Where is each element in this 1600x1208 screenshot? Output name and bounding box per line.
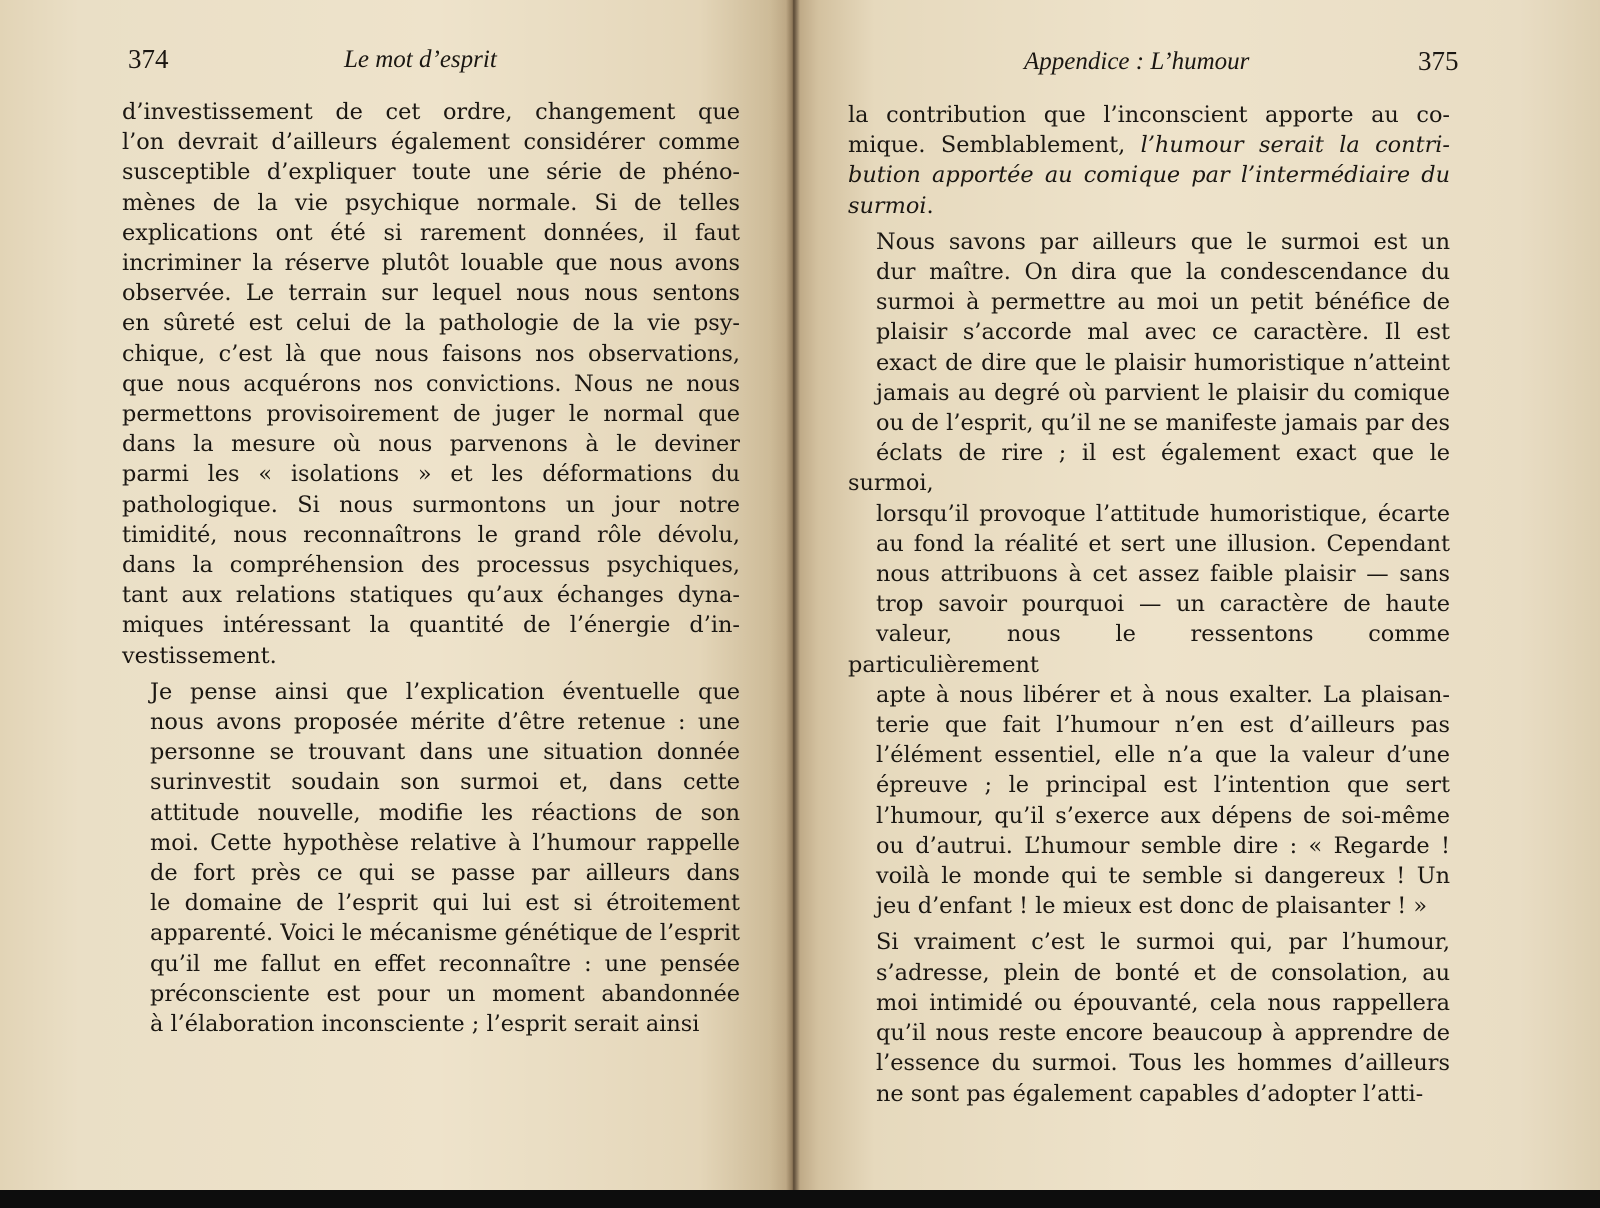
text-line: nous attribuons à cet assez faible plaisir — sans bbox=[876, 561, 1450, 588]
text-line: trop savoir pourquoi — un caractère de haute bbox=[876, 591, 1450, 618]
text-line: dans la compréhension des processus psychiques, bbox=[122, 552, 740, 579]
text-line: ne sont pas également capables d’adopter l’atti- bbox=[876, 1080, 1424, 1107]
text-line: tant aux relations statiques qu’aux échanges dyna- bbox=[122, 582, 740, 609]
text-line: parmi les « isolations » et les déformations du bbox=[122, 461, 740, 488]
paragraph bbox=[122, 677, 740, 1039]
text-line: la contribution que l’inconscient apporte au co- bbox=[848, 102, 1450, 128]
paragraph bbox=[122, 97, 740, 671]
text-line: moi. Cette hypothèse relative à l’humour rappelle bbox=[150, 829, 740, 856]
text-line: au fond la réalité et sert une illusion. Cependant bbox=[876, 530, 1450, 557]
text-line: nous avons proposée mérite d’être retenue : une bbox=[150, 709, 740, 736]
text-line: en sûreté est celui de la pathologie de la vie psy- bbox=[122, 310, 740, 337]
text-line: exact de dire que le plaisir humoristique n’atteint bbox=[876, 349, 1450, 376]
text-line: dans la mesure où nous parvenons à le deviner bbox=[122, 431, 740, 458]
text-line: terie que fait l’humour n’en est d’ailleurs pas bbox=[876, 712, 1450, 739]
text-line: l’essence du surmoi. Tous les hommes d’ailleurs bbox=[876, 1050, 1450, 1077]
text-line: dur maître. On dira que la condescendance du bbox=[876, 259, 1450, 286]
text-line: épreuve ; le principal est l’intention que sert bbox=[876, 772, 1450, 799]
text-run: mique. Semblablement, bbox=[848, 132, 1141, 159]
page-number: 374 bbox=[128, 44, 169, 74]
text-line: l’élément essentiel, elle n’a que la valeur d’une bbox=[876, 742, 1450, 769]
paragraph bbox=[848, 100, 1450, 221]
text-line: plaisir s’accorde mal avec ce caractère. Il est bbox=[876, 319, 1450, 346]
scan-background bbox=[0, 1190, 1600, 1208]
page-number: 375 bbox=[1418, 46, 1459, 76]
text-line: à l’élaboration inconsciente ; l’esprit serait ainsi bbox=[150, 1011, 700, 1038]
text-line: vestissement. bbox=[122, 642, 277, 669]
text-line: le domaine de l’esprit qui lui est si étroitement bbox=[150, 890, 740, 917]
text-line: surmoi à permettre au moi un petit bénéfice de bbox=[876, 289, 1450, 316]
text-line: explications ont été si rarement données, il faut bbox=[122, 219, 740, 246]
italic-run: l’humour serait la contri- bbox=[1140, 132, 1450, 159]
text-line: qu’il nous reste encore beaucoup à apprendre de bbox=[876, 1020, 1450, 1047]
text-line: éclats de rire ; il est également exact que le surmoi, bbox=[848, 440, 1450, 497]
running-header: Appendice : L’humour bbox=[1024, 48, 1250, 75]
text-line: l’on devrait d’ailleurs également considérer comme bbox=[122, 129, 740, 156]
text-line: Si vraiment c’est le surmoi qui, par l’humour, bbox=[876, 929, 1450, 956]
text-line: l’humour, qu’il s’exerce aux dépens de soi-même bbox=[876, 802, 1450, 829]
text-line: jamais au degré où parvient le plaisir du comique bbox=[876, 379, 1450, 406]
text-line bbox=[848, 130, 1450, 160]
text-line: personne se trouvant dans une situation donnée bbox=[150, 739, 740, 766]
text-line: qu’il me fallut en effet reconnaître : une pensée bbox=[150, 950, 740, 977]
text-line: moi intimidé ou épouvanté, cela nous rappellera bbox=[876, 989, 1450, 1016]
text-run: . bbox=[926, 192, 934, 219]
text-line: voilà le monde qui te semble si dangereux ! Un bbox=[876, 863, 1450, 890]
paragraph bbox=[848, 227, 1450, 922]
text-line bbox=[848, 191, 1450, 221]
text-line: miques intéressant la quantité de l’énergie d’in- bbox=[122, 612, 740, 639]
text-line bbox=[848, 160, 1450, 190]
text-line: susceptible d’expliquer toute une série de phéno- bbox=[122, 159, 740, 186]
text-line: pathologique. Si nous surmontons un jour notre bbox=[122, 491, 740, 518]
italic-run: surmoi bbox=[848, 192, 927, 219]
left-page bbox=[0, 0, 794, 1190]
text-line: valeur, nous le ressentons comme particulièrement bbox=[848, 621, 1450, 678]
text-line: observée. Le terrain sur lequel nous nous sentons bbox=[122, 280, 740, 307]
text-line: Nous savons par ailleurs que le surmoi est un bbox=[876, 228, 1450, 255]
text-line: de fort près ce qui se passe par ailleurs dans bbox=[150, 860, 740, 887]
text-line: Je pense ainsi que l’explication éventuelle que bbox=[150, 678, 740, 705]
running-header: Le mot d’esprit bbox=[344, 46, 497, 73]
text-line: lorsqu’il provoque l’attitude humoristique, écarte bbox=[876, 500, 1450, 527]
paragraph bbox=[848, 927, 1450, 1108]
text-line: s’adresse, plein de bonté et de consolation, au bbox=[876, 959, 1450, 986]
text-line: apte à nous libérer et à nous exalter. La plaisan- bbox=[876, 681, 1450, 708]
italic-run: bution apportée au comique par l’intermédiaire du bbox=[848, 162, 1450, 189]
text-line: mènes de la vie psychique normale. Si de telles bbox=[122, 189, 740, 216]
text-line: que nous acquérons nos convictions. Nous ne nous bbox=[122, 370, 740, 397]
text-line: ou de l’esprit, qu’il ne se manifeste jamais par des bbox=[876, 410, 1450, 437]
text-line: surinvestit soudain son surmoi et, dans cette bbox=[150, 769, 740, 796]
book-gutter bbox=[786, 0, 800, 1190]
text-line: timidité, nous reconnaîtrons le grand rôle dévolu, bbox=[122, 521, 740, 548]
text-line: chique, c’est là que nous faisons nos observations, bbox=[122, 340, 740, 367]
text-line: apparenté. Voici le mécanisme génétique de l’esprit bbox=[150, 920, 740, 947]
text-line: attitude nouvelle, modifie les réactions de son bbox=[150, 799, 740, 826]
body-text bbox=[122, 97, 740, 1039]
text-line: incriminer la réserve plutôt louable que nous avons bbox=[122, 250, 740, 277]
text-line: ou d’autrui. L’humour semble dire : « Regarde ! bbox=[876, 832, 1450, 859]
text-line: permettons provisoirement de juger le normal que bbox=[122, 401, 740, 428]
text-line: jeu d’enfant ! le mieux est donc de plaisanter ! » bbox=[876, 893, 1428, 920]
text-line: préconsciente est pour un moment abandonnée bbox=[150, 980, 740, 1007]
body-text bbox=[848, 100, 1450, 1109]
text-line: d’investissement de cet ordre, changement que bbox=[122, 99, 740, 125]
right-page bbox=[794, 0, 1600, 1190]
